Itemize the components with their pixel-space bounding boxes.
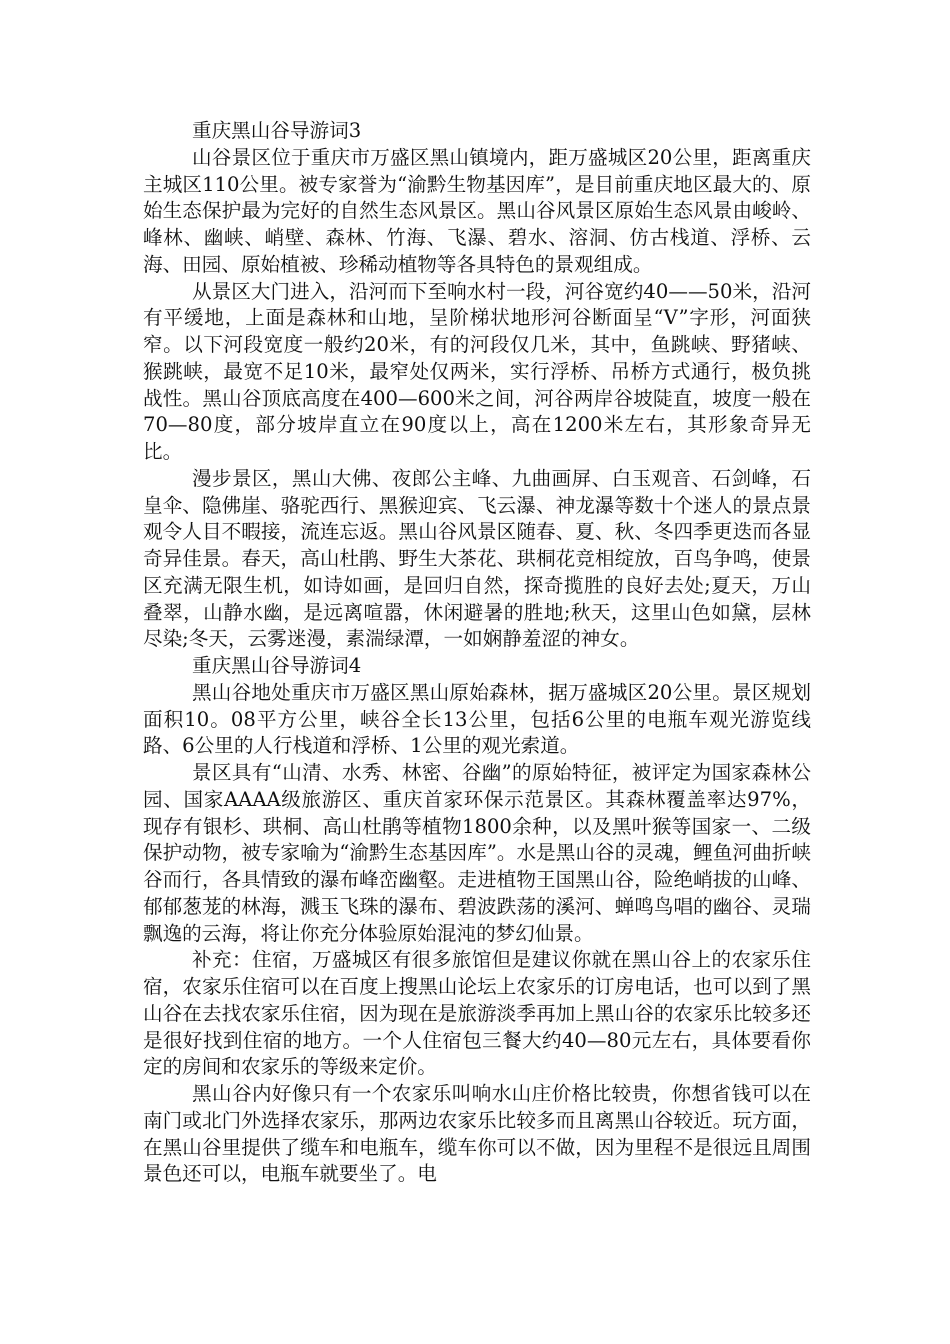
paragraph: 黑山谷地处重庆市万盛区黑山原始森林，据万盛城区20公里。景区规划面积10。08平方公里，峡谷全长13公里，包括6公里的电瓶车观光游览线路、6公里的人行栈道和浮桥、1公里的观光索道。	[143, 680, 811, 758]
paragraph: 黑山谷内好像只有一个农家乐叫响水山庄价格比较贵，你想省钱可以在南门或北门外选择农家乐，那两边农家乐比较多而且离黑山谷较近。玩方面，在黑山谷里提供了缆车和电瓶车，缆车你可以不做，因为里程不是很远且周围景色还可以，电瓶车就要坐了。电	[143, 1082, 811, 1186]
paragraph: 从景区大门进入，沿河而下至响水村一段，河谷宽约40——50米，沿河有平缓地，上面是森林和山地，呈阶梯状地形河谷断面呈“V”字形，河面狭窄。以下河段宽度一般约20米，有的河段仅几米，其中，鱼跳峡、野猪峡、猴跳峡，最宽不足10米，最窄处仅两米，实行浮桥、吊桥方式通行，极负挑战性。黑山谷顶底高度在400—600米之间，河谷两岸谷坡陡直，坡度一般在70—80度，部分坡岸直立在90度以上，高在1200米左右，其形象奇异无比。	[143, 279, 811, 463]
paragraph: 景区具有“山清、水秀、林密、谷幽”的原始特征，被评定为国家森林公园、国家AAAA级旅游区、重庆首家环保示范景区。其森林覆盖率达97%，现存有银杉、珙桐、高山杜鹃等植物1800余种，以及黑叶猴等国家一、二级保护动物，被专家喻为“渝黔生态基因库”。水是黑山谷的灵魂，鲤鱼河曲折峡谷而行，各具情致的瀑布峰峦幽壑。走进植物王国黑山谷，险绝峭拔的山峰、郁郁葱茏的林海，溅玉飞珠的瀑布、碧波跌荡的溪河、蝉鸣鸟唱的幽谷、灵瑞飘逸的云海，将让你充分体验原始混沌的梦幻仙景。	[143, 761, 811, 945]
document-page	[143, 118, 811, 1188]
paragraph: 补充：住宿，万盛城区有很多旅馆但是建议你就在黑山谷上的农家乐住宿，农家乐住宿可以在百度上搜黑山论坛上农家乐的订房电话，也可以到了黑山谷在去找农家乐住宿，因为现在是旅游淡季再加上黑山谷的农家乐比较多还是很好找到住宿的地方。一个人住宿包三餐大约40—80元左右，具体要看你定的房间和农家乐的等级来定价。	[143, 948, 811, 1079]
section-heading-4: 重庆黑山谷导游词4	[192, 654, 362, 677]
section-heading-3: 重庆黑山谷导游词3	[192, 119, 362, 142]
paragraph: 山谷景区位于重庆市万盛区黑山镇境内，距万盛城区20公里，距离重庆主城区110公里。被专家誉为“渝黔生物基因库”，是目前重庆地区最大的、原始生态保护最为完好的自然生态风景区。黑山谷风景区原始生态风景由峻岭、峰林、幽峡、峭壁、森林、竹海、飞瀑、碧水、溶洞、仿古栈道、浮桥、云海、田园、原始植被、珍稀动植物等各具特色的景观组成。	[143, 145, 811, 276]
paragraph: 漫步景区，黑山大佛、夜郎公主峰、九曲画屏、白玉观音、石剑峰，石皇伞、隐佛崖、骆驼西行、黑猴迎宾、飞云瀑、神龙瀑等数十个迷人的景点景观令人目不暇接，流连忘返。黑山谷风景区随春、夏、秋、冬四季更迭而各显奇异佳景。春天，高山杜鹃、野生大茶花、珙桐花竞相绽放，百鸟争鸣，使景区充满无限生机，如诗如画，是回归自然，探奇揽胜的良好去处;夏天，万山叠翠，山静水幽，是远离喧嚣，休闲避暑的胜地;秋天，这里山色如黛，层林尽染;冬天，云雾迷漫，素湍绿潭，一如娴静羞涩的神女。	[143, 466, 811, 651]
